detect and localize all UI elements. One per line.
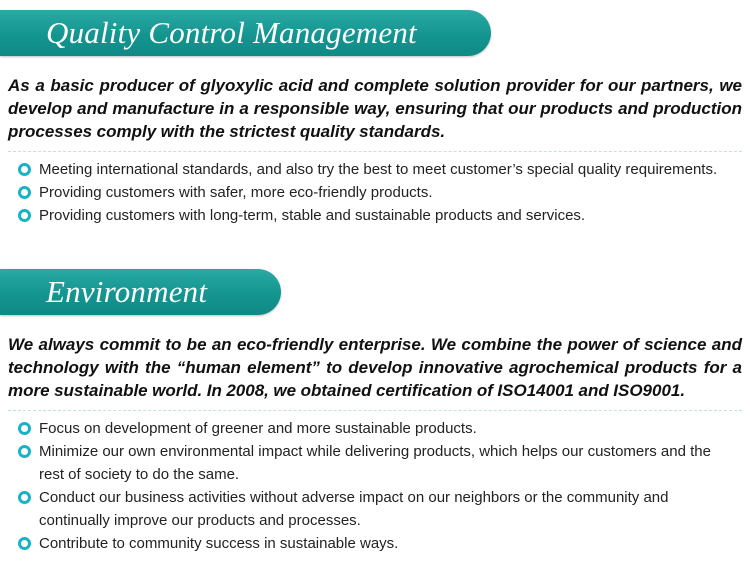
environment-point-text: Contribute to community success in sustainable ways. xyxy=(39,535,399,552)
bullet-circle-icon xyxy=(18,209,31,222)
quality-title: Quality Control Management xyxy=(46,15,417,50)
environment-point xyxy=(18,532,736,555)
environment-point-text: Focus on development of greener and more sustainable products. xyxy=(39,420,477,437)
environment-intro: We always commit to be an eco-friendly enterprise. We combine the power of science and technology with the “human element” to develop innovative agrochemical products for a more sustainable world. In 2008, we obtained certification of ISO14001 and ISO9001. xyxy=(8,335,742,400)
environment-point-text: Conduct our business activities without adverse impact on our neighbors or the community and continually improve our products and processes. xyxy=(39,489,669,529)
quality-point-text: Providing customers with long-term, stable and sustainable products and services. xyxy=(39,207,586,224)
quality-point-text: Providing customers with safer, more eco-friendly products. xyxy=(39,184,433,201)
bullet-circle-icon xyxy=(18,445,31,458)
quality-point xyxy=(18,204,736,227)
bullet-circle-icon xyxy=(18,186,31,199)
environment-banner xyxy=(0,269,281,315)
bullet-circle-icon xyxy=(18,422,31,435)
environment-point xyxy=(18,417,736,440)
environment-point xyxy=(18,486,736,532)
quality-points xyxy=(0,158,750,227)
quality-point xyxy=(18,181,736,204)
bullet-circle-icon xyxy=(18,163,31,176)
quality-section xyxy=(0,10,750,227)
environment-divider xyxy=(8,410,742,411)
quality-divider xyxy=(8,151,742,152)
quality-intro: As a basic producer of glyoxylic acid and complete solution provider for our partners, we develop and manufacture in a responsible way, ensuring that our products and production processes comply with the strictest quality standards. xyxy=(8,76,742,141)
quality-point xyxy=(18,158,736,181)
environment-section xyxy=(0,269,750,555)
bullet-circle-icon xyxy=(18,491,31,504)
environment-point-text: Minimize our own environmental impact while delivering products, which helps our customers and the rest of society to do the same. xyxy=(39,443,711,483)
quality-banner xyxy=(0,10,491,56)
quality-point-text: Meeting international standards, and also try the best to meet customer’s special quality requirements. xyxy=(39,161,718,178)
environment-title: Environment xyxy=(46,274,208,309)
environment-point xyxy=(18,440,736,486)
bullet-circle-icon xyxy=(18,537,31,550)
environment-points xyxy=(0,417,750,555)
